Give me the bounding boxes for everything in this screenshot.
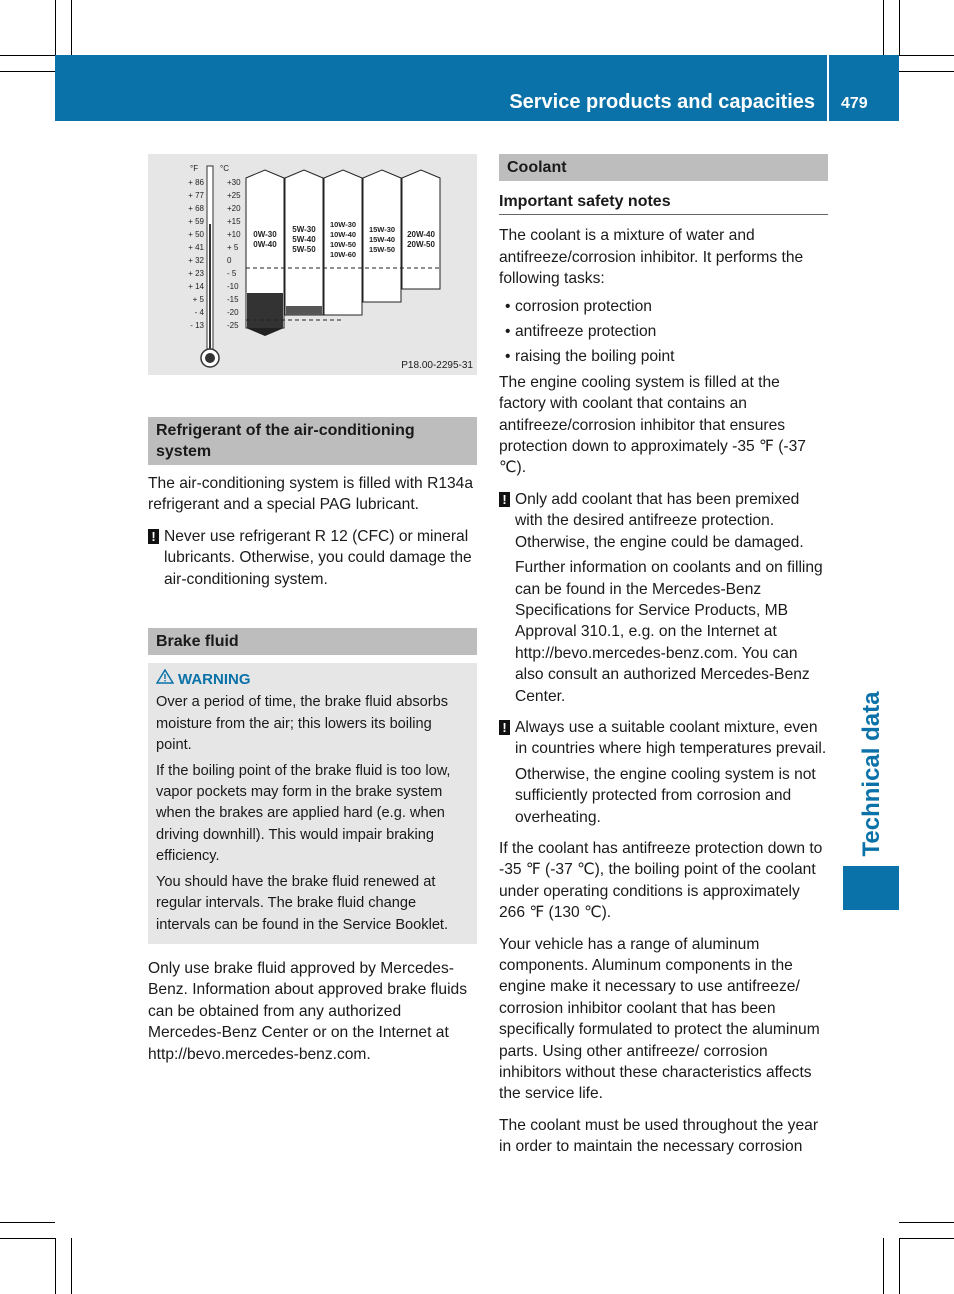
coolant-factory-fill: The engine cooling system is filled at the factory with coolant that contains an antifreeze/corrosion inhibitor that ensures protection down to approximately -35 ℉ (-37 ℃). bbox=[499, 373, 806, 477]
viscosity-grade-label: 5W-50 bbox=[292, 245, 316, 254]
safety-notes-heading: Important safety notes bbox=[499, 191, 828, 215]
scale-c-label: 0 bbox=[227, 256, 232, 265]
crop-mark bbox=[899, 1238, 900, 1294]
crop-mark bbox=[899, 1222, 954, 1223]
crop-mark bbox=[0, 71, 55, 72]
side-tab-label: Technical data bbox=[858, 691, 885, 857]
viscosity-grade-label: 10W-30 bbox=[329, 220, 357, 229]
cold-start-band bbox=[247, 293, 283, 328]
warning-label: WARNING bbox=[178, 671, 251, 689]
list-item: • raising the boiling point bbox=[499, 346, 828, 367]
unit-celsius-label: °C bbox=[220, 164, 229, 173]
crop-mark bbox=[899, 71, 954, 72]
viscosity-grade-label: 15W-50 bbox=[368, 245, 396, 254]
warning-text: Over a period of time, the brake fluid absorbs moisture from the air; this lowers its boiling point. bbox=[156, 694, 449, 754]
scale-c-label: +15 bbox=[227, 217, 241, 226]
scale-c-label: -10 bbox=[227, 282, 239, 291]
scale-f-label: - 4 bbox=[194, 308, 204, 317]
scale-f-label: + 23 bbox=[188, 269, 204, 278]
crop-mark bbox=[71, 0, 72, 55]
note-text: Always use a suitable coolant mixture, even in countries where high temperatures prevail. bbox=[515, 718, 827, 758]
scale-f-label: + 86 bbox=[188, 178, 204, 187]
scale-c-label: -20 bbox=[227, 308, 239, 317]
crop-mark bbox=[899, 0, 900, 55]
list-item: • antifreeze protection bbox=[499, 321, 828, 342]
crop-mark bbox=[0, 1238, 55, 1239]
scale-f-label: - 13 bbox=[190, 321, 204, 330]
viscosity-grade-label: 20W-50 bbox=[407, 240, 435, 249]
scale-c-label: - 5 bbox=[227, 269, 237, 278]
scale-f-label: + 41 bbox=[188, 243, 204, 252]
scale-f-label: + 77 bbox=[188, 191, 204, 200]
scale-f-label: + 14 bbox=[188, 282, 204, 291]
viscosity-grade-label: 15W-30 bbox=[368, 225, 396, 234]
refrigerant-heading: Refrigerant of the air-conditioning system bbox=[148, 417, 477, 465]
viscosity-grade-label: 10W-60 bbox=[329, 250, 357, 259]
scale-c-label: + 5 bbox=[227, 243, 239, 252]
viscosity-grade-label: 5W-30 bbox=[292, 225, 316, 234]
refrigerant-note bbox=[148, 526, 477, 590]
scale-c-label: +30 bbox=[227, 178, 241, 187]
list-item: • corrosion protection bbox=[499, 296, 828, 317]
brake-fluid-body: Only use brake fluid approved by Mercedes-Benz. Information about approved brake fluids can be obtained from any authorized Mercedes-Benz Center or on the Internet at http://bevo.mercedes-benz.com. bbox=[148, 959, 468, 1063]
unit-fahrenheit-label: °F bbox=[190, 164, 199, 173]
note-text: Further information on coolants and on filling can be found in the Mercedes-Benz Specifications for Service Products, MB Approval 310.1, e.g. on the Internet at http://bevo.mercedes-benz.com. You can also consult an authorized Mercedes-Benz Center. bbox=[515, 559, 823, 705]
crop-mark bbox=[71, 1238, 72, 1294]
warning-header bbox=[156, 669, 469, 690]
coolant-boiling-point: If the coolant has antifreeze protection down to -35 ℉ (-37 ℃), the boiling point of the coolant under operating conditions is approximately 266 ℉ (130 ℃). bbox=[499, 839, 823, 922]
coolant-year-round: The coolant must be used throughout the year in order to maintain the necessary corrosion bbox=[499, 1116, 819, 1156]
right-column bbox=[499, 154, 828, 1168]
coolant-note-premixed bbox=[499, 489, 828, 707]
scale-f-label: + 59 bbox=[188, 217, 204, 226]
left-column bbox=[148, 417, 477, 1075]
crop-mark bbox=[899, 1238, 954, 1239]
cold-start-band bbox=[286, 306, 322, 315]
viscosity-grade-label: 0W-30 bbox=[253, 230, 277, 239]
coolant-aluminum: Your vehicle has a range of aluminum components. Aluminum components in the engine make it necessary to use antifreeze/ corrosion inhibitor coolant that has been specifically formulated to protect the aluminum parts. Using other antifreeze/ corrosion inhibitors without these characteristics affects the service life. bbox=[499, 935, 820, 1103]
coolant-note-mixture bbox=[499, 717, 828, 828]
crop-mark bbox=[0, 55, 55, 56]
side-tab-marker bbox=[843, 866, 899, 910]
caution-icon: ! bbox=[148, 529, 159, 544]
scale-f-label: + 5 bbox=[192, 295, 204, 304]
warning-text: You should have the brake fluid renewed at regular intervals. The brake fluid change intervals can be found in the Service Booklet. bbox=[156, 873, 449, 933]
viscosity-grade-label: 15W-40 bbox=[368, 235, 396, 244]
viscosity-grade-label: 5W-40 bbox=[292, 235, 316, 244]
scale-c-label: +10 bbox=[227, 230, 241, 239]
brake-fluid-heading: Brake fluid bbox=[148, 628, 477, 655]
scale-c-label: +20 bbox=[227, 204, 241, 213]
warning-triangle-icon bbox=[156, 669, 174, 690]
scale-c-label: -15 bbox=[227, 295, 239, 304]
oil-viscosity-figure bbox=[148, 154, 477, 375]
coolant-task-list bbox=[499, 296, 828, 368]
thermometer-column bbox=[209, 224, 211, 354]
refrigerant-note-text: Never use refrigerant R 12 (CFC) or mineral lubricants. Otherwise, you could damage the air-conditioning system. bbox=[164, 527, 472, 588]
warning-text: If the boiling point of the brake fluid is too low, vapor pockets may form in the brake system when the brakes are applied hard (e.g. when driving downhill). This would impair braking efficiency. bbox=[156, 762, 451, 865]
viscosity-grade-label: 0W-40 bbox=[253, 240, 277, 249]
crop-mark bbox=[899, 55, 954, 56]
thermometer-bulb-core bbox=[205, 353, 215, 363]
scale-f-label: + 50 bbox=[188, 230, 204, 239]
grade-column-arrow bbox=[246, 328, 284, 336]
crop-mark bbox=[0, 1222, 55, 1223]
note-text: Only add coolant that has been premixed with the desired antifreeze protection. Otherwise, the engine could be damaged. bbox=[515, 490, 804, 551]
scale-f-label: + 32 bbox=[188, 256, 204, 265]
note-text: Otherwise, the engine cooling system is not sufficiently protected from corrosion and overheating. bbox=[515, 765, 816, 826]
scale-c-label: -25 bbox=[227, 321, 239, 330]
viscosity-grade-label: 20W-40 bbox=[407, 230, 435, 239]
refrigerant-intro: The air-conditioning system is filled with R134a refrigerant and a special PAG lubricant. bbox=[148, 475, 474, 514]
viscosity-grade-label: 10W-40 bbox=[329, 230, 357, 239]
page-number: 479 bbox=[841, 95, 868, 112]
crop-mark bbox=[883, 0, 884, 55]
scale-c-label: +25 bbox=[227, 191, 241, 200]
viscosity-grade-label: 10W-50 bbox=[329, 240, 357, 249]
header-divider bbox=[827, 55, 829, 121]
viscosity-chart bbox=[148, 154, 477, 375]
coolant-intro: The coolant is a mixture of water and antifreeze/corrosion inhibitor. It performs the following tasks: bbox=[499, 227, 804, 288]
crop-mark bbox=[883, 1238, 884, 1294]
crop-mark bbox=[55, 0, 56, 55]
coolant-heading: Coolant bbox=[499, 154, 828, 181]
page-header bbox=[55, 55, 899, 121]
caution-icon: ! bbox=[499, 720, 510, 735]
crop-mark bbox=[55, 1238, 56, 1294]
header-title: Service products and capacities bbox=[509, 91, 815, 113]
brake-fluid-warning bbox=[148, 663, 477, 944]
caution-icon: ! bbox=[499, 492, 510, 507]
scale-f-label: + 68 bbox=[188, 204, 204, 213]
figure-code: P18.00-2295-31 bbox=[401, 360, 473, 371]
